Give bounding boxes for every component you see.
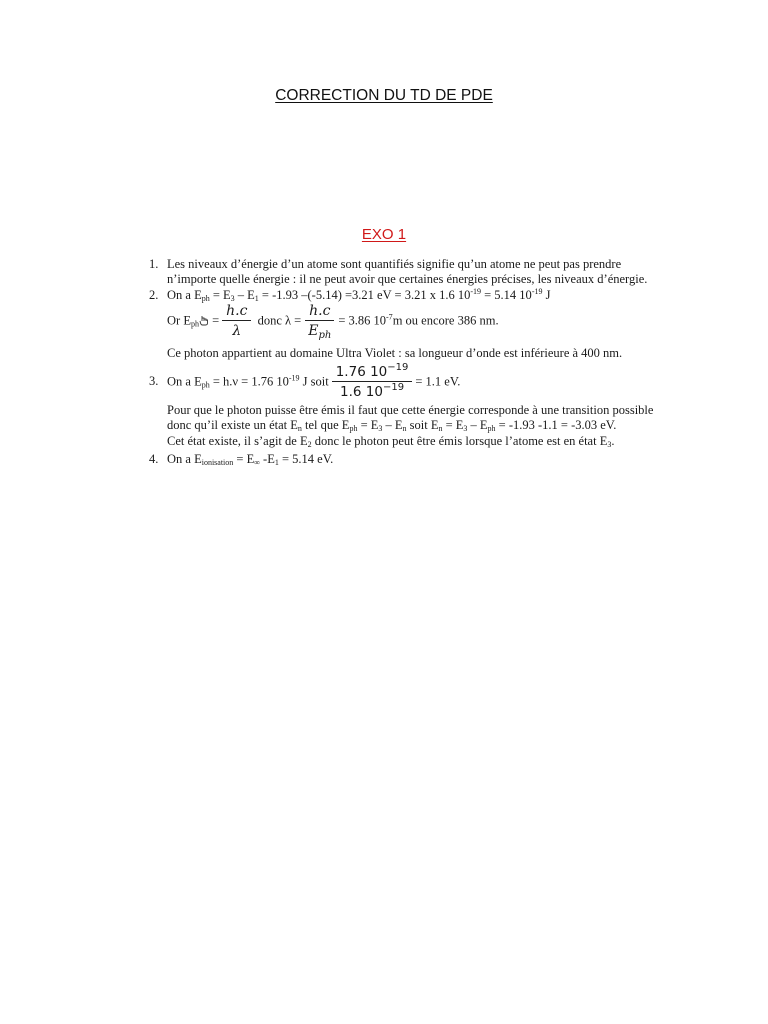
exponent: -19 <box>288 373 300 383</box>
subscript: 1 <box>274 458 279 467</box>
denominator <box>304 321 335 340</box>
text: donc qu’il existe un état E <box>167 418 298 432</box>
text: = 1.1 eV. <box>415 374 461 389</box>
subscript: ph <box>487 424 496 433</box>
subscript: ph <box>201 294 210 303</box>
item-number: 2. <box>149 288 159 302</box>
subscript: 3 <box>378 424 383 433</box>
subscript: ph <box>318 330 332 341</box>
numerator: h.c <box>222 303 251 321</box>
page-title: CORRECTION DU TD DE PDE <box>275 87 493 104</box>
text: E <box>308 323 319 339</box>
state-exists-text <box>167 434 614 449</box>
energy-level-equation <box>167 418 616 433</box>
text: soit E <box>406 418 439 432</box>
transition-text: Pour que le photon puisse être émis il faut que cette énergie corresponde à une transition possible <box>167 403 654 417</box>
section-heading: EXO 1 <box>361 226 407 243</box>
exponent: −19 <box>382 382 405 393</box>
text: donc λ = <box>254 313 302 328</box>
text: -E <box>259 452 275 466</box>
text: On a E <box>167 374 202 389</box>
exponent: -7 <box>386 312 393 322</box>
text: J soit <box>299 374 329 389</box>
text: Cet état existe, il s’agit de E <box>167 434 308 448</box>
wavelength-formula <box>167 303 499 340</box>
text: On a E <box>167 452 202 466</box>
subscript: n <box>297 424 302 433</box>
text: = <box>208 313 220 328</box>
subscript: ∞ <box>254 458 260 467</box>
fraction-hc-over-eph <box>304 303 335 340</box>
exponent: -19 <box>470 287 481 296</box>
text: donc le photon peut être émis lorsque l’atome est en état E <box>311 434 608 448</box>
fraction-hc-over-lambda <box>222 303 251 340</box>
item-number: 3. <box>149 374 159 389</box>
text: 1.76 10 <box>335 364 388 380</box>
subscript: 3 <box>607 440 612 449</box>
answer-item-4 <box>149 452 333 467</box>
text: = -1.93 –(-5.14) =3.21 eV = 3.21 x 1.6 10 <box>258 288 471 302</box>
text: = E <box>209 288 231 302</box>
text: = E <box>442 418 464 432</box>
subscript: 1 <box>254 294 259 303</box>
answer-item-2 <box>149 288 550 303</box>
numerator: h.c <box>305 303 334 321</box>
photon-domain-text: Ce photon appartient au domaine Ultra Violet : sa longueur d’onde est inférieure à 400 nm. <box>167 346 623 360</box>
text: On a E <box>167 288 202 302</box>
text: Or E <box>167 313 191 328</box>
text: = 5.14 10 <box>481 288 532 302</box>
item-number: 1. <box>149 257 159 271</box>
answer-item-1 <box>149 257 621 272</box>
subscript: ionisation <box>201 458 234 467</box>
hand-cursor-icon <box>199 315 209 326</box>
text: = E <box>233 452 255 466</box>
denominator <box>336 382 408 401</box>
text: J <box>542 288 551 302</box>
subscript: 2 <box>307 440 312 449</box>
text: m ou encore 386 nm. <box>392 313 499 328</box>
denominator: λ <box>232 323 242 339</box>
answer-item-3 <box>149 364 460 401</box>
text: . <box>611 434 615 448</box>
text: 1.6 10 <box>340 384 383 400</box>
answer-text: Les niveaux d’énergie d’un atome sont quantifiés signifie qu’un atome ne peut pas prendre <box>167 257 622 271</box>
exponent: −19 <box>387 362 409 373</box>
subscript: 3 <box>463 424 468 433</box>
text: = -1.93 -1.1 = -3.03 eV. <box>495 418 617 432</box>
text: tel que E <box>301 418 350 432</box>
text: = 3.86 10 <box>338 313 387 328</box>
subscript: ph <box>349 424 358 433</box>
item-number: 4. <box>149 452 159 466</box>
subscript: ph <box>201 380 210 390</box>
subscript: 3 <box>230 294 235 303</box>
exponent: -19 <box>531 287 543 296</box>
subscript: n <box>402 424 407 433</box>
fraction-energy-ratio <box>332 364 413 401</box>
text: = h.ν = 1.76 10 <box>209 374 289 389</box>
text: – E <box>234 288 255 302</box>
subscript: n <box>438 424 443 433</box>
text: – E <box>467 418 488 432</box>
answer-text-continued: n’importe quelle énergie : il ne peut avoir que certaines énergies précises, les niveaux d’énergie. <box>167 272 648 286</box>
text: = E <box>357 418 379 432</box>
numerator <box>332 364 413 382</box>
text: – E <box>382 418 403 432</box>
text: = 5.14 eV. <box>278 452 334 466</box>
subscript: ph <box>190 319 199 329</box>
